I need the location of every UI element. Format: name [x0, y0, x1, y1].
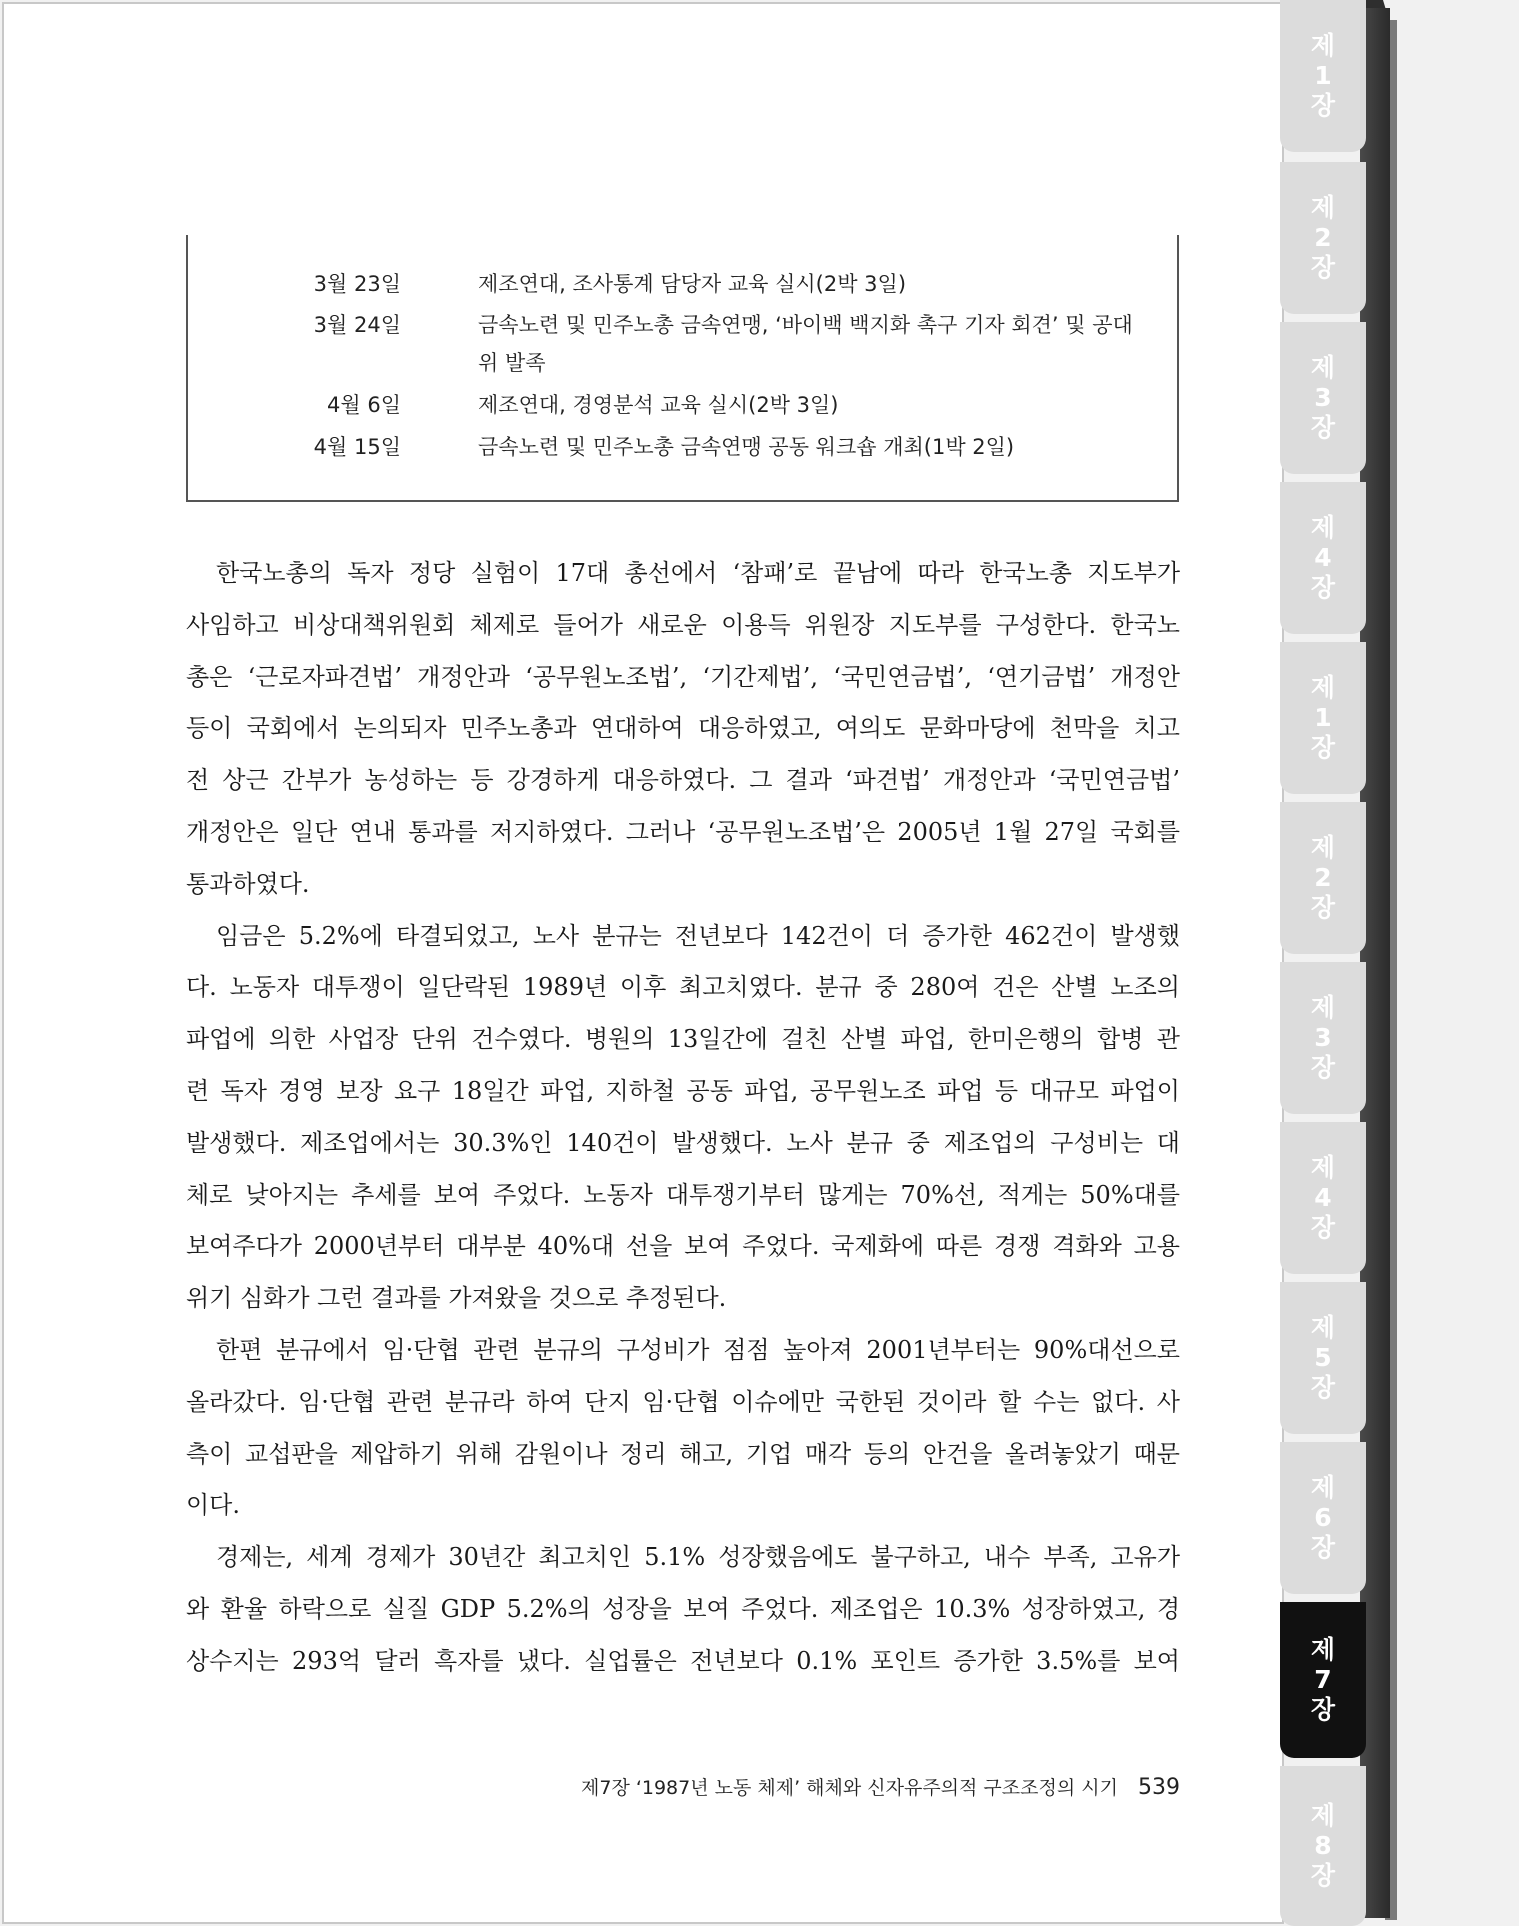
- paragraph-line: 개정안은 일단 연내 통과를 저지하였다. 그러나 ‘공무원노조법’은 2005년 1월 27일 국회를: [186, 817, 1180, 846]
- paragraph-line: 한국노총의 독자 정당 실험이 17대 총선에서 ‘참패’로 끝남에 따라 한국노총 지도부가: [216, 559, 1180, 587]
- paragraph-line: 보여주다가 2000년부터 대부분 40%대 선을 보여 주었다. 국제화에 따른 경쟁 격화와 고용: [186, 1232, 1180, 1261]
- page-footer: [581, 1773, 1180, 1800]
- timeline-date: 3월 23일: [313, 272, 401, 296]
- chapter-tab-3[interactable]: 제 3 장: [1280, 322, 1366, 474]
- paragraph-line: 파업에 의한 사업장 단위 건수였다. 병원의 13일간에 걸친 산별 파업, 한미은행의 합병 관: [186, 1025, 1180, 1054]
- paragraph-line: 임금은 5.2%에 타결되었고, 노사 분규는 전년보다 142건이 더 증가한 462건이 발생했: [216, 921, 1180, 950]
- chapter-tab-6[interactable]: 제 2 장: [1280, 802, 1366, 954]
- timeline-date: 3월 24일: [313, 313, 401, 337]
- paragraph-line: 상수지는 293억 달러 흑자를 냈다. 실업률은 전년보다 0.1% 포인트 증가한 3.5%를 보여: [186, 1646, 1180, 1675]
- page-number: 539: [1138, 1775, 1180, 1800]
- timeline-text: 제조연대, 경영분석 교육 실시(2박 3일): [478, 393, 839, 417]
- paragraph-line: 경제는, 세계 경제가 30년간 최고치인 5.1% 성장했음에도 불구하고, 내수 부족, 고유가: [216, 1543, 1180, 1572]
- timeline-date: 4월 15일: [313, 435, 401, 459]
- chapter-tab-2[interactable]: 제 2 장: [1280, 162, 1366, 314]
- paragraph-line: 등이 국회에서 논의되자 민주노총과 연대하여 대응하였고, 여의도 문화마당에 천막을 치고: [186, 714, 1180, 743]
- chapter-tab-active[interactable]: 제 7 장: [1280, 1602, 1366, 1758]
- paragraph-line: 전 상근 간부가 농성하는 등 강경하게 대응하였다. 그 결과 ‘파견법’ 개정안과 ‘국민연금법’: [186, 766, 1180, 795]
- paragraph-line: 다. 노동자 대투쟁이 일단락된 1989년 이후 최고치였다. 분규 중 280여 건은 산별 노조의: [186, 973, 1180, 1002]
- paragraph-line: 올라갔다. 임·단협 관련 분규라 하여 단지 임·단협 이슈에만 국한된 것이라 할 수는 없다. 사: [186, 1387, 1180, 1416]
- timeline-text: 금속노련 및 민주노총 금속연맹, ‘바이백 백지화 촉구 기자 회견’ 및 공대: [478, 313, 1133, 337]
- timeline-text: 금속노련 및 민주노총 금속연맹 공동 워크숍 개최(1박 2일): [478, 435, 1015, 459]
- body-text: [186, 548, 1180, 1688]
- chapter-tab-10[interactable]: 제 6 장: [1280, 1442, 1366, 1594]
- paragraph-line: 한편 분규에서 임·단협 관련 분규의 구성비가 점점 높아져 2001년부터는 90%대선으로: [216, 1335, 1180, 1364]
- paragraph-line: 측이 교섭판을 제압하기 위해 감원이나 정리 해고, 기업 매각 등의 안건을 올려놓았기 때문: [186, 1439, 1180, 1468]
- paragraph-line: 와 환율 하락으로 실질 GDP 5.2%의 성장을 보여 주었다. 제조업은 10.3% 성장하였고, 경: [186, 1594, 1180, 1623]
- paragraph-line: 통과하였다.: [186, 869, 310, 898]
- chapter-tab-4[interactable]: 제 4 장: [1280, 482, 1366, 634]
- chapter-tab-8[interactable]: 제 4 장: [1280, 1122, 1366, 1274]
- paragraph-line: 사임하고 비상대책위원회 체제로 들어가 새로운 이용득 위원장 지도부를 구성한다. 한국노: [186, 610, 1180, 639]
- chapter-tab-12[interactable]: 제 8 장: [1280, 1766, 1366, 1926]
- paragraph-line: 위기 심화가 그런 결과를 가져왔을 것으로 추정된다.: [186, 1284, 727, 1313]
- paragraph-line: 련 독자 경영 보장 요구 18일간 파업, 지하철 공동 파업, 공무원노조 파업 등 대규모 파업이: [186, 1076, 1180, 1105]
- paragraph-line: 발생했다. 제조업에서는 30.3%인 140건이 발생했다. 노사 분규 중 제조업의 구성비는 대: [186, 1128, 1180, 1157]
- chapter-tab-5[interactable]: 제 1 장: [1280, 642, 1366, 794]
- paragraph-line: 이다.: [186, 1491, 240, 1520]
- chapter-tab-7[interactable]: 제 3 장: [1280, 962, 1366, 1114]
- paragraph-line: 총은 ‘근로자파견법’ 개정안과 ‘공무원노조법’, ‘기간제법’, ‘국민연금법’, ‘연기금법’ 개정안: [186, 662, 1180, 691]
- paragraph-line: 체로 낮아지는 추세를 보여 주었다. 노동자 대투쟁기부터 많게는 70%선, 적게는 50%대를: [186, 1180, 1180, 1209]
- timeline-text: 제조연대, 조사통계 담당자 교육 실시(2박 3일): [478, 272, 907, 296]
- chapter-tab-1[interactable]: 제 1 장: [1280, 0, 1366, 152]
- chapter-tab-9[interactable]: 제 5 장: [1280, 1282, 1366, 1434]
- timeline-box: [186, 235, 1179, 502]
- timeline-text: 위 발족: [478, 351, 546, 375]
- timeline-date: 4월 6일: [327, 393, 401, 417]
- running-title: 제7장 ‘1987년 노동 체제’ 해체와 신자유주의적 구조조정의 시기: [581, 1777, 1118, 1799]
